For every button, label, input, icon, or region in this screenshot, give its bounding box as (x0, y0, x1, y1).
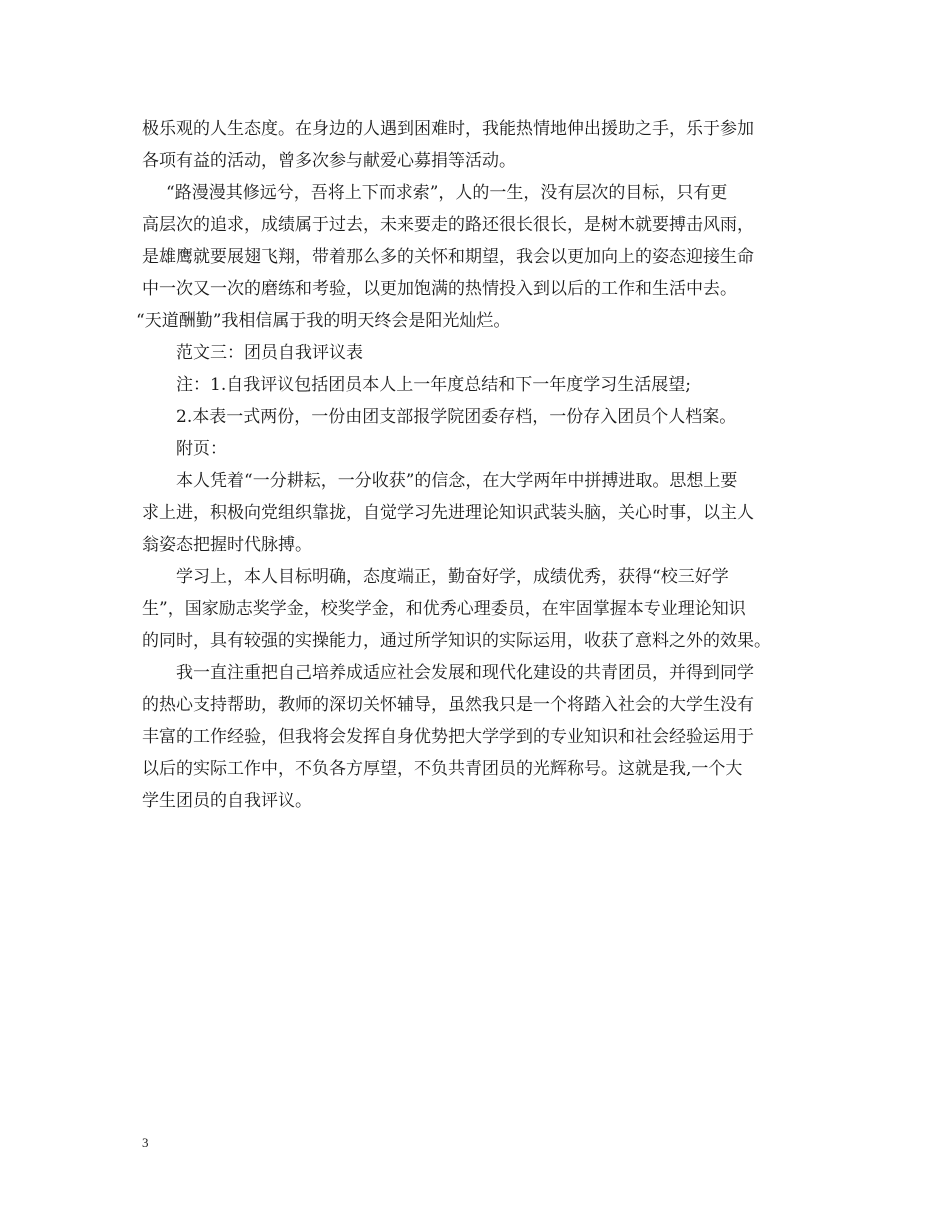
document-body (136, 113, 812, 817)
note-line: 注：1.自我评议包括团员本人上一年度总结和下一年度学习生活展望; (176, 375, 691, 395)
text-line: 中一次又一次的磨练和考验，以更加饱满的热情投入到以后的工作和生活中去。 (142, 279, 737, 299)
appendix-label: 附页： (176, 439, 227, 459)
text-line: “天道酬勤”我相信属于我的明天终会是阳光灿烂。 (136, 311, 511, 331)
text-line: 我一直注重把自己培养成适应社会发展和现代化建设的共青团员，并得到同学 (176, 663, 754, 683)
section-heading: 范文三：团员自我评议表 (176, 343, 363, 363)
page-number: 3 (142, 1135, 149, 1150)
text-line: 本人凭着“一分耕耘，一分收获”的信念，在大学两年中拼搏进取。思想上要 (176, 471, 738, 491)
note-line: 2.本表一式两份，一份由团支部报学院团委存档，一份存入团员个人档案。 (176, 407, 737, 427)
text-line: 各项有益的活动，曾多次参与献爱心募捐等活动。 (142, 151, 516, 171)
text-line: 学习上，本人目标明确，态度端正，勤奋好学，成绩优秀，获得“校三好学 (176, 567, 729, 587)
text-line: “路漫漫其修远兮，吾将上下而求索”，人的一生，没有层次的目标，只有更 (166, 183, 728, 203)
text-line: 学生团员的自我评议。 (142, 791, 312, 811)
text-line: 极乐观的人生态度。在身边的人遇到困难时，我能热情地伸出援助之手，乐于参加 (142, 119, 754, 139)
text-line: 高层次的追求，成绩属于过去，未来要走的路还很长很长，是树木就要搏击风雨， (142, 215, 754, 235)
text-line: 是雄鹰就要展翅飞翔，带着那么多的关怀和期望，我会以更加向上的姿态迎接生命 (142, 247, 754, 267)
text-line: 求上进，积极向党组织靠拢，自觉学习先进理论知识武装头脑，关心时事，以主人 (142, 503, 754, 523)
text-line: 以后的实际工作中，不负各方厚望，不负共青团员的光辉称号。这就是我,一个大 (142, 759, 743, 779)
text-line: 的热心支持帮助，教师的深切关怀辅导，虽然我只是一个将踏入社会的大学生没有 (142, 695, 754, 715)
text-line: 丰富的工作经验，但我将会发挥自身优势把大学学到的专业知识和社会经验运用于 (142, 727, 754, 747)
text-line: 翁姿态把握时代脉搏。 (142, 535, 312, 555)
text-line: 生”，国家励志奖学金，校奖学金，和优秀心理委员，在牢固掌握本专业理论知识 (142, 599, 746, 619)
text-line: 的同时，具有较强的实操能力，通过所学知识的实际运用，收获了意料之外的效果。 (142, 631, 771, 651)
